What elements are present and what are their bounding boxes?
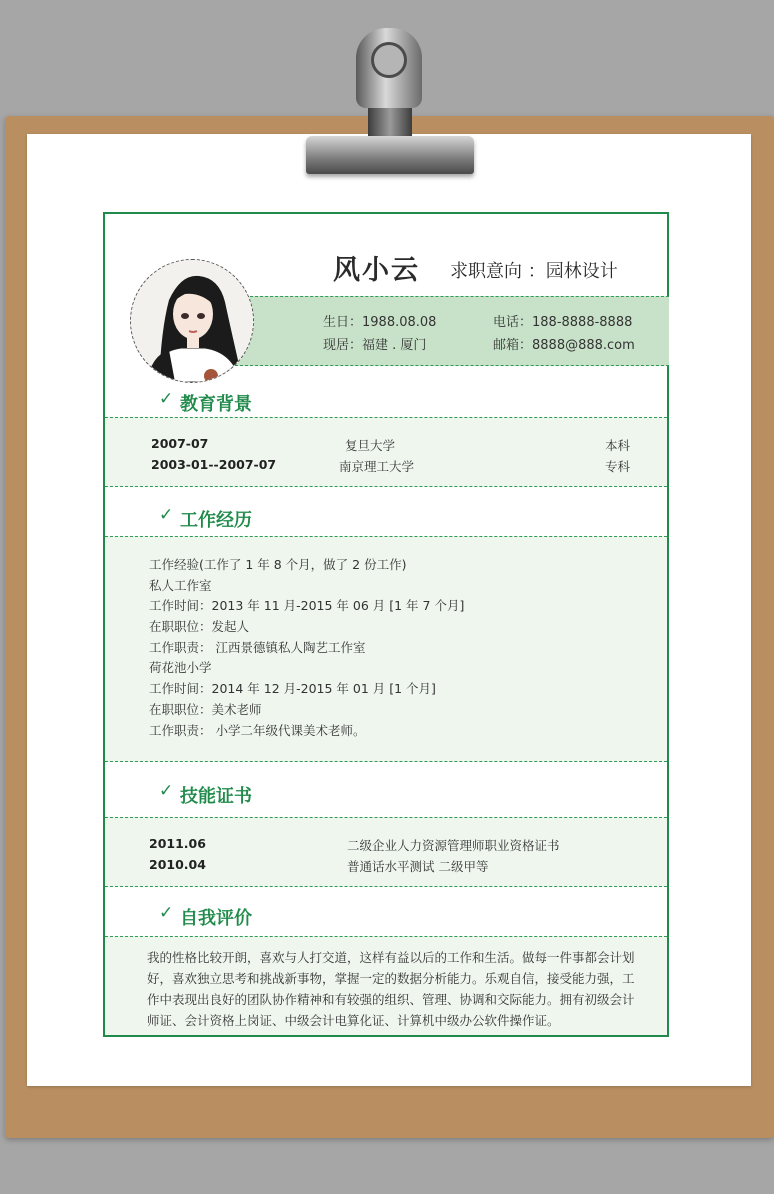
job-intent: 求职意向 ：园林设计: [450, 261, 618, 282]
check-icon: ✓: [159, 781, 174, 801]
check-icon: ✓: [159, 505, 174, 525]
residence: 现居：福建 . 厦门: [323, 338, 427, 353]
cert-name: 普通话水平测试 二级甲等: [347, 859, 489, 874]
edu-degree: 专科: [605, 459, 631, 474]
edu-school: 南京理工大学: [339, 459, 415, 474]
candidate-name: 风小云: [333, 255, 420, 286]
edu-degree: 本科: [605, 438, 631, 453]
work-list: [149, 555, 464, 741]
section-title-self: 自我评价: [180, 908, 252, 929]
check-icon: ✓: [159, 389, 174, 409]
avatar-portrait-icon: [131, 260, 253, 382]
work-line: 工作职责： 江西景德镇私人陶艺工作室: [149, 639, 366, 655]
contact-band: [235, 296, 669, 366]
work-line: 工作时间：2014 年 12 月-2015 年 01 月 [1 个月]: [149, 681, 436, 697]
section-title-skills: 技能证书: [180, 786, 252, 807]
self-evaluation-text: 我的性格比较开朗，喜欢与人打交道，这样有益以后的工作和生活。做每一件事都会计划好，喜欢独立思考和挑战新事物，掌握一定的数据分析能力。乐观自信，接受能力强，工作中表现出良好的团队协作精神和有较强的组织、管理、协调和交际能力。拥有初级会计师证、会计资格上岗证、中级会计电算化证、计算机中级办公软件操作证。: [147, 950, 635, 1028]
section-title-education: 教育背景: [180, 394, 252, 415]
edu-date: 2007-07: [151, 436, 209, 451]
check-icon: ✓: [159, 903, 174, 923]
phone: 电话：188-8888-8888: [493, 315, 633, 330]
cert-date: 2010.04: [149, 857, 206, 872]
work-line: 工作时间：2013 年 11 月-2015 年 06 月 [1 年 7 个月]: [149, 598, 465, 614]
avatar: [130, 259, 254, 383]
edu-school: 复旦大学: [345, 438, 396, 453]
work-line: 在职职位：发起人: [149, 619, 250, 635]
work-line: 荷花池小学: [149, 660, 212, 676]
cert-date: 2011.06: [149, 836, 206, 851]
work-line: 私人工作室: [149, 577, 212, 593]
cert-name: 二级企业人力资源管理师职业资格证书: [347, 838, 560, 853]
email: 邮箱：8888@888.com: [493, 338, 635, 353]
section-title-work: 工作经历: [180, 510, 252, 531]
clip-base: [306, 136, 474, 174]
resume: [103, 212, 669, 1037]
clip-ring: [356, 28, 422, 108]
edu-date: 2003-01--2007-07: [151, 457, 277, 472]
work-line: 在职职位：美术老师: [149, 701, 262, 717]
work-line: 工作职责： 小学二年级代课美术老师。: [149, 722, 366, 738]
work-line: 工作经验(工作了 1 年 8 个月，做了 2 份工作): [149, 557, 407, 572]
birth-date: 生日：1988.08.08: [323, 315, 437, 330]
